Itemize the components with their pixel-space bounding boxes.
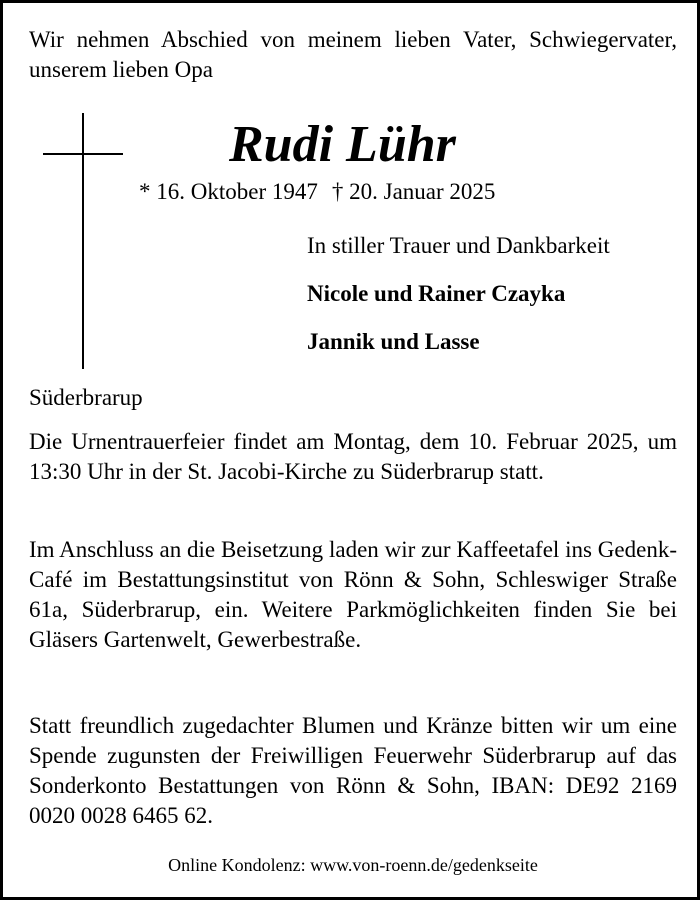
mourners-block: [307, 231, 610, 357]
mourning-line: In stiller Trauer und Dankbarkeit: [307, 233, 610, 258]
family-name-1: Nicole und Rainer Czayka: [307, 281, 566, 306]
cross-horizontal-bar: [43, 153, 123, 155]
ceremony-paragraph: [29, 427, 677, 487]
intro-text: Wir nehmen Abschied von meinem lieben Vater, Schwiegervater, unserem lieben Opa: [29, 27, 677, 82]
reception-paragraph: [29, 535, 677, 655]
reception-text: Im Anschluss an die Beisetzung laden wir zur Kaffeetafel ins Gedenk-Café im Bestattungsinstitut von Rönn & Sohn, Schleswiger Straße 61a, Süderbrarup, ein. Weitere Parkmöglichkeiten finden Sie bei Gläsers Gartenwelt, Gewerbestraße.: [29, 537, 677, 652]
family-name-2: Jannik und Lasse: [307, 329, 480, 354]
intro-block: [29, 25, 677, 85]
donation-paragraph: [29, 711, 677, 831]
place-name: Süderbrarup: [29, 385, 143, 410]
birth-date: * 16. Oktober 1947: [139, 179, 318, 204]
donation-text: Statt freundlich zugedachter Blumen und Kränze bitten wir um eine Spende zugunsten der Freiwilligen Feuerwehr Süderbrarup auf das Sonderkonto Bestattungen von Rönn & Sohn, IBAN: DE92 2169 0020 0028 6465 62.: [29, 713, 677, 828]
ceremony-text: Die Urnentrauerfeier findet am Montag, dem 10. Februar 2025, um 13:30 Uhr in der St. Jacobi-Kirche zu Süderbrarup statt.: [29, 429, 677, 484]
condolence-footer: Online Kondolenz: www.von-roenn.de/gedenkseite: [168, 855, 538, 875]
cross-vertical-bar: [82, 113, 84, 369]
death-date: † 20. Januar 2025: [331, 179, 496, 204]
deceased-name: Rudi Lühr: [229, 116, 456, 173]
life-dates: [139, 177, 495, 207]
